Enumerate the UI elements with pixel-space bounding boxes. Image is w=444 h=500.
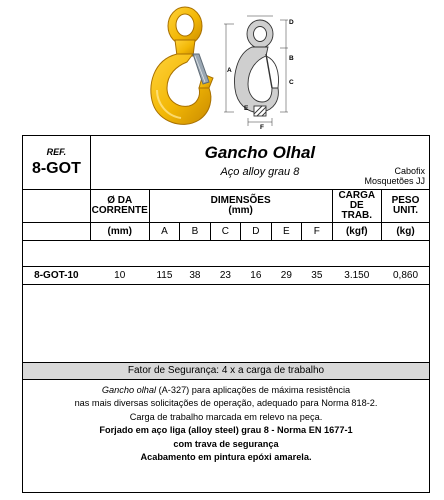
weight-header: PESO UNIT. — [382, 189, 430, 222]
dim-label-b: B — [289, 55, 294, 62]
ref-code: 8-GOT — [31, 159, 81, 177]
hook-photo — [143, 4, 223, 132]
table-row — [23, 266, 429, 284]
dim-label-d: D — [289, 19, 294, 26]
row-value: 16 — [241, 266, 271, 284]
unit-cell: E — [271, 222, 301, 240]
product-description — [23, 384, 429, 464]
desc-line-3: Carga de trabalho marcada em relevo na peça. — [129, 411, 323, 422]
unit-cell: A — [149, 222, 179, 240]
row-value: 29 — [271, 266, 301, 284]
dimension-drawing — [222, 14, 297, 130]
product-subtitle: Aço alloy grau 8 — [220, 166, 300, 178]
load-header: CARGA DE TRAB. — [332, 189, 381, 222]
unit-cell: (kg) — [382, 222, 430, 240]
desc-line-4: Forjado em aço liga (alloy steel) grau 8 - Norma EN 1677-1 — [99, 425, 353, 436]
dim-label-a: A — [227, 67, 232, 74]
unit-cell: D — [241, 222, 271, 240]
ref-cell — [23, 136, 90, 189]
desc-line-1: Gancho olhal (A-327) para aplicações de máxima resistência — [101, 385, 351, 395]
diameter-header: Ø DA CORRENTE — [90, 189, 149, 222]
spec-sheet — [22, 135, 430, 493]
row-value: 23 — [210, 266, 240, 284]
row-value: 38 — [180, 266, 210, 284]
unit-cell: (kgf) — [332, 222, 381, 240]
unit-cell: B — [180, 222, 210, 240]
title-cell — [90, 136, 429, 189]
dim-label-c: C — [289, 79, 294, 86]
row-code: 8-GOT-10 — [23, 266, 90, 284]
spec-table — [23, 136, 429, 285]
safety-factor-band: Fator de Segurança: 4 x a carga de trabalho — [23, 362, 429, 380]
unit-cell: F — [302, 222, 332, 240]
product-images — [0, 0, 444, 136]
blank-unit-cell — [23, 222, 90, 240]
unit-cell: (mm) — [90, 222, 149, 240]
desc-line-6: Acabamento em pintura epóxi amarela. — [140, 452, 312, 463]
row-value: 115 — [149, 266, 179, 284]
brand-line-1: Cabofix — [394, 166, 425, 176]
blank-header-cell — [23, 189, 90, 222]
product-title: Gancho Olhal — [204, 143, 316, 162]
dimensions-header: DIMENSÕES (mm) — [149, 189, 332, 222]
dim-label-e: E — [244, 105, 249, 112]
brand-text — [364, 166, 425, 186]
row-value: 3.150 — [332, 266, 381, 284]
row-value: 35 — [302, 266, 332, 284]
row-value: 0,860 — [382, 266, 430, 284]
spacer-row — [23, 240, 429, 266]
ref-label: REF. — [46, 146, 67, 157]
unit-cell: C — [210, 222, 240, 240]
desc-line-2: nas mais diversas solicitações de operação, adequado para Norma 818-2. — [74, 398, 378, 409]
desc-line-5: com trava de segurança — [173, 438, 279, 449]
brand-line-2: Mosquetões JJ — [364, 176, 425, 186]
units-row — [23, 222, 429, 240]
dim-label-f: F — [260, 124, 264, 130]
row-value: 10 — [90, 266, 149, 284]
